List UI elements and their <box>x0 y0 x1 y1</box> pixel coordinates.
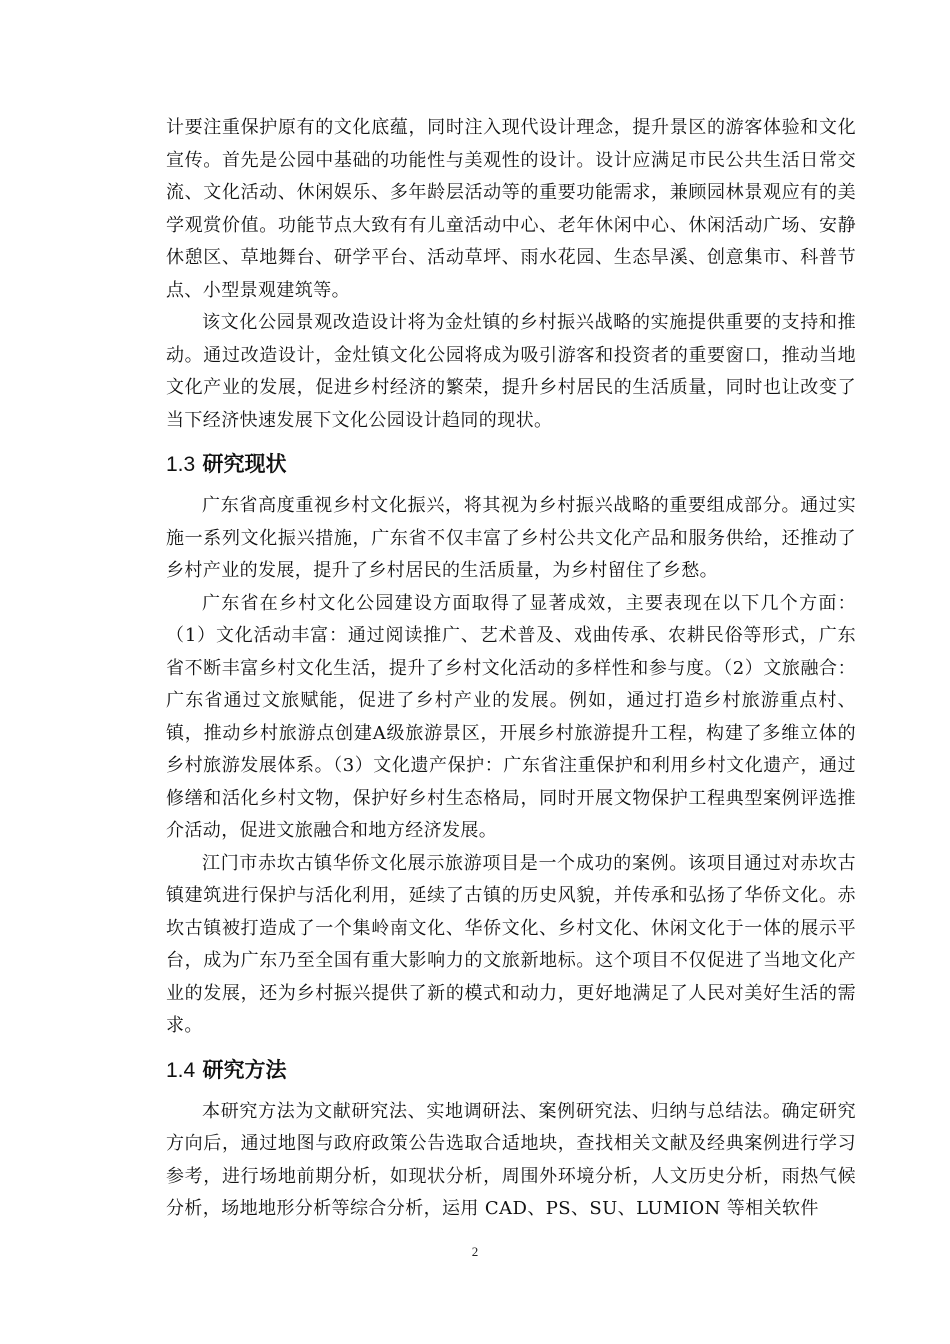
paragraph: 广东省高度重视乡村文化振兴，将其视为乡村振兴战略的重要组成部分。通过实施一系列文化振兴措施，广东省不仅丰富了乡村公共文化产品和服务供给，还推动了乡村产业的发展，提升了乡村居民的生活质量，为乡村留住了乡愁。 <box>166 495 856 581</box>
section-number: 1.3 <box>166 453 196 476</box>
paragraph-continued: 计要注重保护原有的文化底蕴，同时注入现代设计理念，提升景区的游客体验和文化宣传。首先是公园中基础的功能性与美观性的设计。设计应满足市民公共生活日常交流、文化活动、休闲娱乐、多年龄层活动等的重要功能需求，兼顾园林景观应有的美学观赏价值。功能节点大致有有儿童活动中心、老年休闲中心、休闲活动广场、安静休憩区、草地舞台、研学平台、活动草坪、雨水花园、生态旱溪、创意集市、科普节点、小型景观建筑等。 <box>166 117 856 301</box>
section-title: 研究方法 <box>202 1057 287 1082</box>
section-heading-1-4 <box>166 1051 856 1090</box>
section-number: 1.4 <box>166 1058 196 1082</box>
paragraph: 江门市赤坎古镇华侨文化展示旅游项目是一个成功的案例。该项目通过对赤坎古镇建筑进行保护与活化利用，延续了古镇的历史风貌，并传承和弘扬了华侨文化。赤坎古镇被打造成了一个集岭南文化、华侨文化、乡村文化、休闲文化于一体的展示平台，成为广东乃至全国有重大影响力的文旅新地标。这个项目不仅促进了当地文化产业的发展，还为乡村振兴提供了新的模式和动力，更好地满足了人民对美好生活的需求。 <box>166 852 856 1036</box>
paragraph: 广东省在乡村文化公园建设方面取得了显著成效，主要表现在以下几个方面：（1）文化活动丰富：通过阅读推广、艺术普及、戏曲传承、农耕民俗等形式，广东省不断丰富乡村文化生活，提升了乡村文化活动的多样性和参与度。（2）文旅融合：广东省通过文旅赋能，促进了乡村产业的发展。例如，通过打造乡村旅游重点村、镇，推动乡村旅游点创建A级旅游景区，开展乡村旅游提升工程，构建了多维立体的乡村旅游发展体系。（3）文化遗产保护：广东省注重保护和利用乡村文化遗产，通过修缮和活化乡村文物，保护好乡村生态格局，同时开展文物保护工程典型案例评选推介活动，促进文旅融合和地方经济发展。 <box>166 592 856 841</box>
section-heading-1-3 <box>166 445 856 484</box>
paragraph: 本研究方法为文献研究法、实地调研法、案例研究法、归纳与总结法。确定研究方向后，通过地图与政府政策公告选取合适地块，查找相关文献及经典案例进行学习参考，进行场地前期分析，如现状分析，周围外环境分析，人文历史分析，雨热气候分析，场地地形分析等综合分析，运用 CAD、PS、SU、LUMION 等相关软件 <box>166 1100 856 1219</box>
page-content <box>166 112 856 1226</box>
paragraph: 该文化公园景观改造设计将为金灶镇的乡村振兴战略的实施提供重要的支持和推动。通过改造设计，金灶镇文化公园将成为吸引游客和投资者的重要窗口，推动当地文化产业的发展，促进乡村经济的繁荣，提升乡村居民的生活质量，同时也让改变了当下经济快速发展下文化公园设计趋同的现状。 <box>166 312 856 431</box>
section-title: 研究现状 <box>202 452 287 476</box>
page-number: 2 <box>471 1244 479 1259</box>
